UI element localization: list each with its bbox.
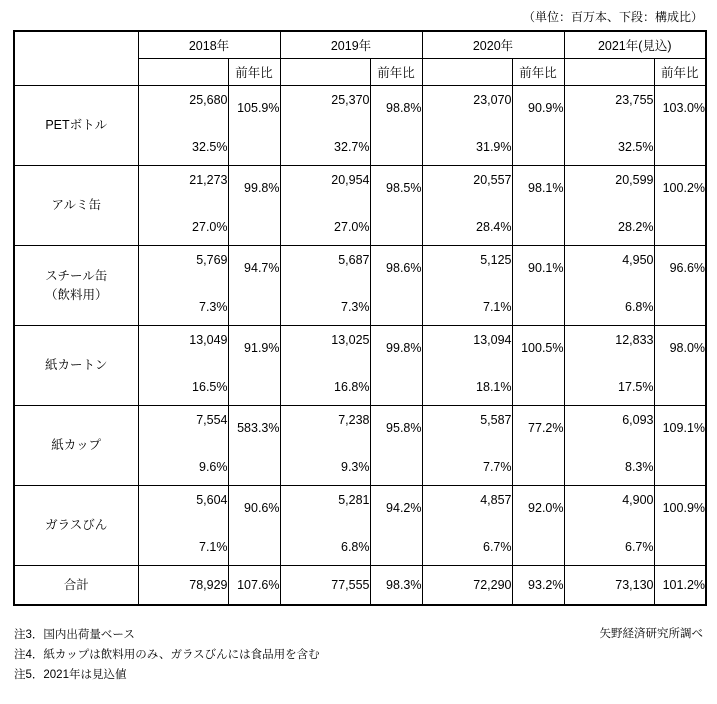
cell-share: 18.1% [422,369,512,406]
header-year-2020: 2020年 [422,31,564,59]
cell-share: 8.3% [564,449,654,486]
cell-share-spacer [228,529,280,566]
cell-share: 28.2% [564,209,654,246]
table-row [14,246,706,290]
header-year-2021: 2021年(見込) [564,31,706,59]
cell-yoy: 77.2% [512,406,564,450]
cell-share-spacer [228,209,280,246]
row-label-glass-bottle: ガラスびん [14,486,138,566]
cell-yoy: 98.0% [654,326,706,370]
cell-share: 9.6% [138,449,228,486]
table-row [14,486,706,530]
header-yoy-2021: 前年比 [654,59,706,86]
cell-value: 5,604 [138,486,228,530]
header-row-years [14,31,706,59]
cell-value: 23,070 [422,86,512,130]
row-label-line2: （飲料用） [44,287,108,302]
cell-value: 21,273 [138,166,228,210]
cell-yoy: 94.7% [228,246,280,290]
cell-share: 27.0% [138,209,228,246]
cell-share-spacer [512,129,564,166]
cell-yoy: 99.8% [370,326,422,370]
header-spacer-2018 [138,59,228,86]
cell-share-spacer [512,449,564,486]
cell-value: 25,370 [280,86,370,130]
cell-share: 27.0% [280,209,370,246]
cell-yoy: 90.6% [228,486,280,530]
cell-value: 25,680 [138,86,228,130]
cell-yoy: 94.2% [370,486,422,530]
cell-value: 13,094 [422,326,512,370]
table-row [14,326,706,370]
cell-share-spacer [370,369,422,406]
cell-yoy: 92.0% [512,486,564,530]
cell-share: 6.7% [564,529,654,566]
cell-yoy: 583.3% [228,406,280,450]
cell-share-spacer [654,449,706,486]
cell-value: 23,755 [564,86,654,130]
cell-share: 6.7% [422,529,512,566]
cell-value: 5,769 [138,246,228,290]
cell-share-spacer [228,369,280,406]
footnote-4: 注4．紙カップは飲料用のみ、ガラスびんには食品用を含む [14,649,320,662]
cell-share: 17.5% [564,369,654,406]
cell-value: 5,687 [280,246,370,290]
cell-total-value: 77,555 [280,566,370,606]
cell-total-yoy: 93.2% [512,566,564,606]
cell-yoy: 99.8% [228,166,280,210]
cell-share-spacer [228,449,280,486]
cell-value: 20,599 [564,166,654,210]
cell-yoy: 103.0% [654,86,706,130]
cell-value: 5,281 [280,486,370,530]
cell-share-spacer [512,529,564,566]
table-row [14,86,706,130]
cell-total-value: 73,130 [564,566,654,606]
cell-share: 16.8% [280,369,370,406]
cell-share-spacer [654,289,706,326]
table-row [14,166,706,210]
cell-share-spacer [512,289,564,326]
header-year-2019: 2019年 [280,31,422,59]
cell-value: 5,587 [422,406,512,450]
table-row [14,406,706,450]
cell-share-spacer [228,289,280,326]
cell-share: 28.4% [422,209,512,246]
cell-share-spacer [370,209,422,246]
row-label-total: 合計 [14,566,138,606]
cell-total-yoy: 98.3% [370,566,422,606]
cell-value: 4,857 [422,486,512,530]
cell-share: 7.1% [138,529,228,566]
cell-share: 31.9% [422,129,512,166]
cell-share-spacer [512,369,564,406]
cell-share: 32.5% [564,129,654,166]
cell-share-spacer [370,529,422,566]
footnotes [14,625,320,685]
cell-value: 4,900 [564,486,654,530]
cell-share-spacer [228,129,280,166]
cell-share: 6.8% [280,529,370,566]
cell-value: 13,025 [280,326,370,370]
cell-yoy: 98.8% [370,86,422,130]
cell-share-spacer [512,209,564,246]
header-spacer-2019 [280,59,370,86]
cell-value: 4,950 [564,246,654,290]
header-yoy-2019: 前年比 [370,59,422,86]
cell-share: 9.3% [280,449,370,486]
row-label-steel-can [14,246,138,326]
row-label-petbottle: PETボトル [14,86,138,166]
cell-value: 7,554 [138,406,228,450]
cell-yoy: 96.6% [654,246,706,290]
unit-note: （単位：百万本、下段：構成比） [522,10,703,24]
cell-value: 7,238 [280,406,370,450]
cell-share: 32.5% [138,129,228,166]
cell-value: 5,125 [422,246,512,290]
row-label-aluminum-can: アルミ缶 [14,166,138,246]
cell-share: 7.3% [138,289,228,326]
header-spacer-2021 [564,59,654,86]
cell-yoy: 91.9% [228,326,280,370]
table-row-total [14,566,706,606]
row-label-line1: スチール缶 [45,269,108,284]
cell-yoy: 98.5% [370,166,422,210]
cell-share: 32.7% [280,129,370,166]
footnote-5: 注5．2021年は見込値 [14,669,127,682]
cell-value: 13,049 [138,326,228,370]
source-credit: 矢野経済研究所調べ [599,628,703,640]
cell-share-spacer [654,369,706,406]
header-year-2018: 2018年 [138,31,280,59]
header-corner-cell [14,31,138,86]
cell-total-yoy: 101.2% [654,566,706,606]
row-label-paper-carton: 紙カートン [14,326,138,406]
cell-share: 7.1% [422,289,512,326]
cell-yoy: 105.9% [228,86,280,130]
cell-share-spacer [370,289,422,326]
cell-value: 12,833 [564,326,654,370]
cell-value: 6,093 [564,406,654,450]
cell-share: 7.7% [422,449,512,486]
cell-yoy: 100.2% [654,166,706,210]
footnote-3: 注3．国内出荷量ベース [14,629,135,641]
cell-share-spacer [370,449,422,486]
cell-yoy: 95.8% [370,406,422,450]
cell-yoy: 90.1% [512,246,564,290]
cell-yoy: 109.1% [654,406,706,450]
cell-value: 20,954 [280,166,370,210]
cell-share-spacer [654,529,706,566]
cell-total-value: 72,290 [422,566,512,606]
header-yoy-2020: 前年比 [512,59,564,86]
cell-yoy: 100.9% [654,486,706,530]
cell-share-spacer [654,129,706,166]
cell-share-spacer [654,209,706,246]
cell-total-yoy: 107.6% [228,566,280,606]
cell-total-value: 78,929 [138,566,228,606]
cell-share-spacer [370,129,422,166]
cell-share: 7.3% [280,289,370,326]
header-yoy-2018: 前年比 [228,59,280,86]
cell-share: 6.8% [564,289,654,326]
beverage-container-shipment-table [13,30,707,606]
cell-yoy: 90.9% [512,86,564,130]
header-spacer-2020 [422,59,512,86]
row-label-paper-cup: 紙カップ [14,406,138,486]
cell-value: 20,557 [422,166,512,210]
cell-share: 16.5% [138,369,228,406]
cell-yoy: 98.1% [512,166,564,210]
cell-yoy: 98.6% [370,246,422,290]
cell-yoy: 100.5% [512,326,564,370]
